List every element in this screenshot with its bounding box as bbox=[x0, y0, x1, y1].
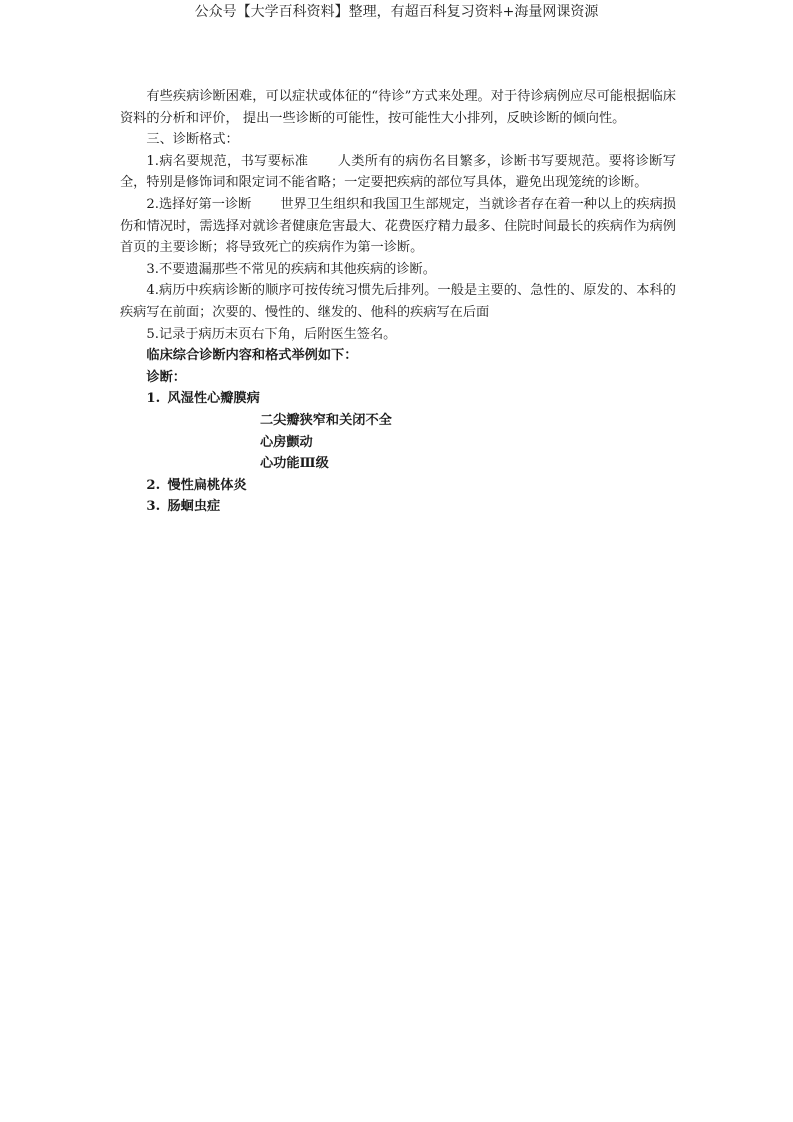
document-body bbox=[120, 86, 676, 518]
paragraph-pending-diagnosis: 有些疾病诊断困难，可以症状或体征的“待诊”方式来处理。对于待诊病例应尽可能根据临床资料的分析和评价， 提出一些诊断的可能性，按可能性大小排列，反映诊断的倾向性。 bbox=[120, 89, 676, 126]
diagnosis-number: 1. bbox=[146, 391, 161, 407]
diagnosis-item bbox=[120, 388, 676, 410]
section-title: 三、诊断格式： bbox=[146, 132, 239, 148]
format-item-1-text: 人类所有的病伤名目繁多，诊断书写要规范。要将诊断写全，特别是修饰词和限定词不能省略；一定要把疾病的部位写具体，避免出现笼统的诊断。 bbox=[120, 153, 676, 191]
diagnosis-name: 肠蛔虫症 bbox=[167, 499, 221, 515]
format-item-1 bbox=[120, 151, 676, 194]
page-header: 公众号【大学百科资料】整理，有超百科复习资料+海量网课资源 bbox=[194, 4, 599, 20]
format-item-2-title: 2.选择好第一诊断 bbox=[146, 196, 252, 212]
diagnosis-sub-item: 二尖瓣狭窄和关闭不全 bbox=[260, 412, 392, 428]
diagnosis-item bbox=[120, 475, 676, 497]
example-heading: 临床综合诊断内容和格式举例如下： bbox=[146, 348, 358, 364]
format-item-1-title: 1.病名要规范，书写要标准 bbox=[146, 153, 309, 169]
format-item-5: 5.记录于病历末页右下角，后附医生签名。 bbox=[146, 326, 397, 342]
diagnosis-number: 2. bbox=[146, 477, 161, 493]
diagnosis-number: 3. bbox=[146, 499, 161, 515]
format-item-3: 3.不要遗漏那些不常见的疾病和其他疾病的诊断。 bbox=[146, 261, 436, 277]
diagnosis-item bbox=[120, 496, 676, 518]
format-item-2-text: 世界卫生组织和我国卫生部规定，当就诊者存在着一种以上的疾病损伤和情况时，需选择对就诊者健康危害最大、花费医疗精力最多、住院时间最长的疾病作为病例首页的主要诊断；将导致死亡的疾病作为第一诊断。 bbox=[120, 196, 676, 256]
diagnosis-name: 慢性扁桃体炎 bbox=[167, 477, 247, 493]
diagnosis-sub-item: 心房颤动 bbox=[260, 434, 313, 450]
format-item-4: 4.病历中疾病诊断的顺序可按传统习惯先后排列。一般是主要的、急性的、原发的、本科的疾病写在前面；次要的、慢性的、继发的、他科的疾病写在后面 bbox=[120, 283, 676, 320]
diagnosis-label: 诊断： bbox=[146, 369, 186, 385]
format-item-2 bbox=[120, 194, 676, 259]
diagnosis-sub-item: 心功能Ⅲ级 bbox=[260, 456, 329, 472]
diagnosis-name: 风湿性心瓣膜病 bbox=[167, 391, 260, 407]
